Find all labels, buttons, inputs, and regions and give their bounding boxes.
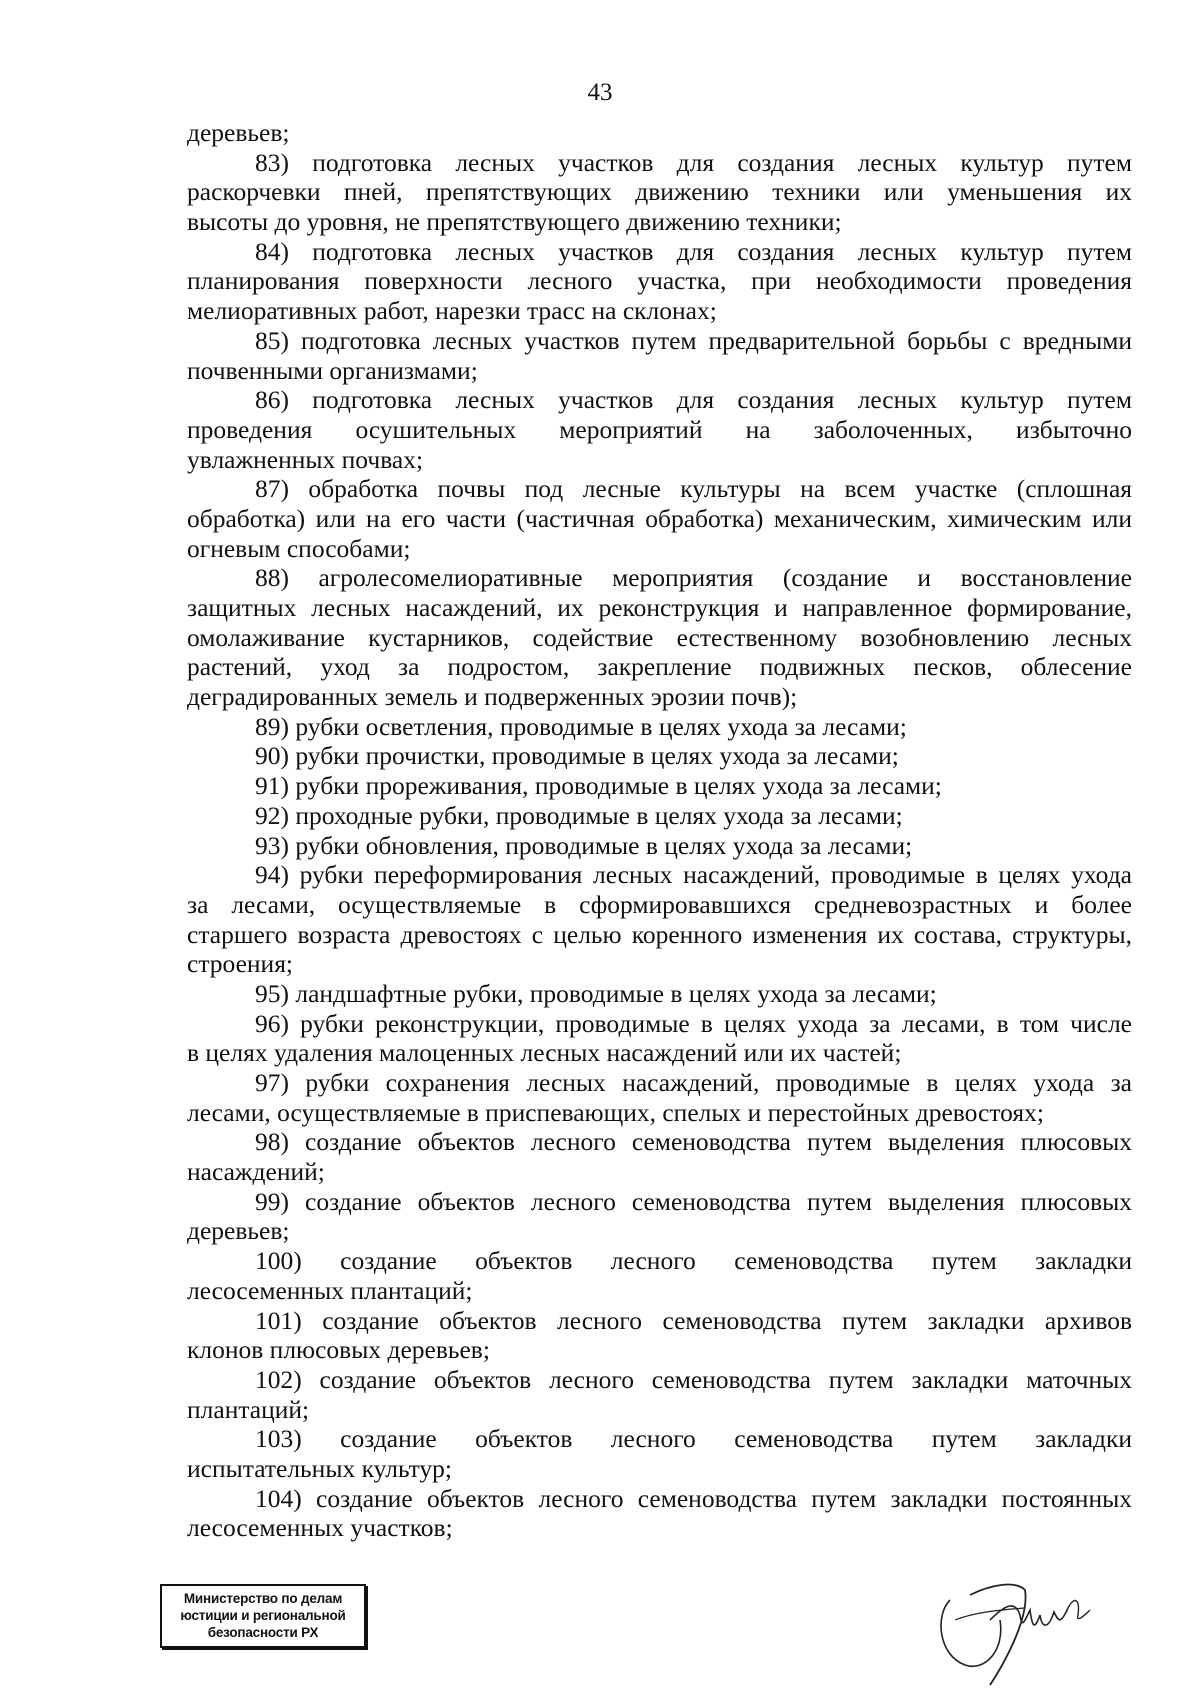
text-line: плантаций; bbox=[187, 1394, 310, 1424]
text-line: омолаживание кустарников, содействие естественному возобновлению лесных bbox=[187, 622, 1132, 652]
text-line: лесосеменных плантаций; bbox=[187, 1275, 473, 1305]
text-line: 93) рубки обновления, проводимые в целях ухода за лесами; bbox=[255, 830, 913, 860]
text-line: 91) рубки прореживания, проводимые в целях ухода за лесами; bbox=[255, 771, 942, 801]
text-line: мелиоративных работ, нарезки трасс на склонах; bbox=[187, 296, 717, 326]
text-line: за лесами, осуществляемые в сформировавшихся средневозрастных и более bbox=[187, 889, 1132, 919]
text-line: высоты до уровня, не препятствующего движению техники; bbox=[187, 207, 842, 237]
text-line: старшего возраста древостоях с целью коренного изменения их состава, структуры, bbox=[187, 919, 1132, 949]
text-line: клонов плюсовых деревьев; bbox=[187, 1335, 490, 1365]
text-line: лесосеменных участков; bbox=[187, 1513, 453, 1543]
text-line: деревьев; bbox=[187, 1216, 290, 1246]
text-line: планирования поверхности лесного участка, при необходимости проведения bbox=[187, 266, 1132, 296]
text-line: растений, уход за подростом, закрепление подвижных песков, облесение bbox=[187, 652, 1132, 682]
text-line: 90) рубки прочистки, проводимые в целях ухода за лесами; bbox=[255, 741, 899, 771]
text-line: 86) подготовка лесных участков для создания лесных культур путем bbox=[255, 385, 1132, 415]
text-line: 96) рубки реконструкции, проводимые в целях ухода за лесами, в том числе bbox=[255, 1008, 1132, 1038]
text-line: 104) создание объектов лесного семеноводства путем закладки постоянных bbox=[255, 1483, 1132, 1513]
text-line: 99) создание объектов лесного семеноводства путем выделения плюсовых bbox=[255, 1186, 1132, 1216]
text-line: деградированных земель и подверженных эрозии почв); bbox=[187, 682, 798, 712]
text-line: 101) создание объектов лесного семеноводства путем закладки архивов bbox=[255, 1305, 1132, 1335]
text-line: 88) агролесомелиоративные мероприятия (создание и восстановление bbox=[255, 563, 1132, 593]
stamp-line-3: безопасности РХ bbox=[207, 1625, 319, 1640]
page-number: 43 bbox=[587, 79, 613, 106]
text-line: 92) проходные рубки, проводимые в целях ухода за лесами; bbox=[255, 800, 903, 830]
text-line: 89) рубки осветления, проводимые в целях ухода за лесами; bbox=[255, 711, 907, 741]
text-line: защитных лесных насаждений, их реконструкция и направленное формирование, bbox=[187, 593, 1132, 622]
text-line: насаждений; bbox=[187, 1157, 325, 1187]
text-line: огневым способами; bbox=[187, 533, 411, 563]
text-line: 100) создание объектов лесного семеноводства путем закладки bbox=[255, 1246, 1132, 1276]
text-line: почвенными организмами; bbox=[187, 355, 478, 385]
text-line: 102) создание объектов лесного семеноводства путем закладки маточных bbox=[255, 1364, 1132, 1394]
stamp-line-2: юстиции и региональной bbox=[180, 1608, 346, 1623]
ministry-stamp bbox=[160, 1584, 366, 1648]
text-line: в целях удаления малоценных лесных насаждений или их частей; bbox=[187, 1038, 902, 1068]
text-line: лесами, осуществляемые в приспевающих, спелых и перестойных древостоях; bbox=[187, 1097, 1044, 1127]
text-line: 103) создание объектов лесного семеноводства путем закладки bbox=[255, 1424, 1132, 1454]
text-line: обработка) или на его части (частичная обработка) механическим, химическим или bbox=[187, 503, 1132, 533]
handwritten-signature bbox=[930, 1560, 1100, 1690]
text-line: 85) подготовка лесных участков путем предварительной борьбы с вредными bbox=[255, 325, 1132, 355]
text-line: 95) ландшафтные рубки, проводимые в целях ухода за лесами; bbox=[255, 978, 937, 1008]
text-line: увлажненных почвах; bbox=[187, 444, 424, 474]
text-line: 84) подготовка лесных участков для создания лесных культур путем bbox=[255, 236, 1132, 266]
text-line: деревьев; bbox=[187, 118, 290, 147]
text-line: строения; bbox=[187, 949, 294, 979]
text-line: 83) подготовка лесных участков для создания лесных культур путем bbox=[255, 147, 1132, 177]
text-line: испытательных культур; bbox=[187, 1453, 453, 1483]
text-line: 98) создание объектов лесного семеноводства путем выделения плюсовых bbox=[255, 1127, 1132, 1157]
text-line: 94) рубки переформирования лесных насаждений, проводимые в целях ухода bbox=[255, 860, 1132, 890]
document-text bbox=[187, 118, 1132, 1543]
text-line: 97) рубки сохранения лесных насаждений, проводимые в целях ухода за bbox=[255, 1068, 1132, 1097]
text-line: проведения осушительных мероприятий на заболоченных, избыточно bbox=[187, 414, 1132, 444]
text-line: 87) обработка почвы под лесные культуры на всем участке (сплошная bbox=[255, 474, 1132, 504]
stamp-line-1: Министерство по делам bbox=[183, 1591, 343, 1606]
text-line: раскорчевки пней, препятствующих движению техники или уменьшения их bbox=[187, 177, 1132, 207]
